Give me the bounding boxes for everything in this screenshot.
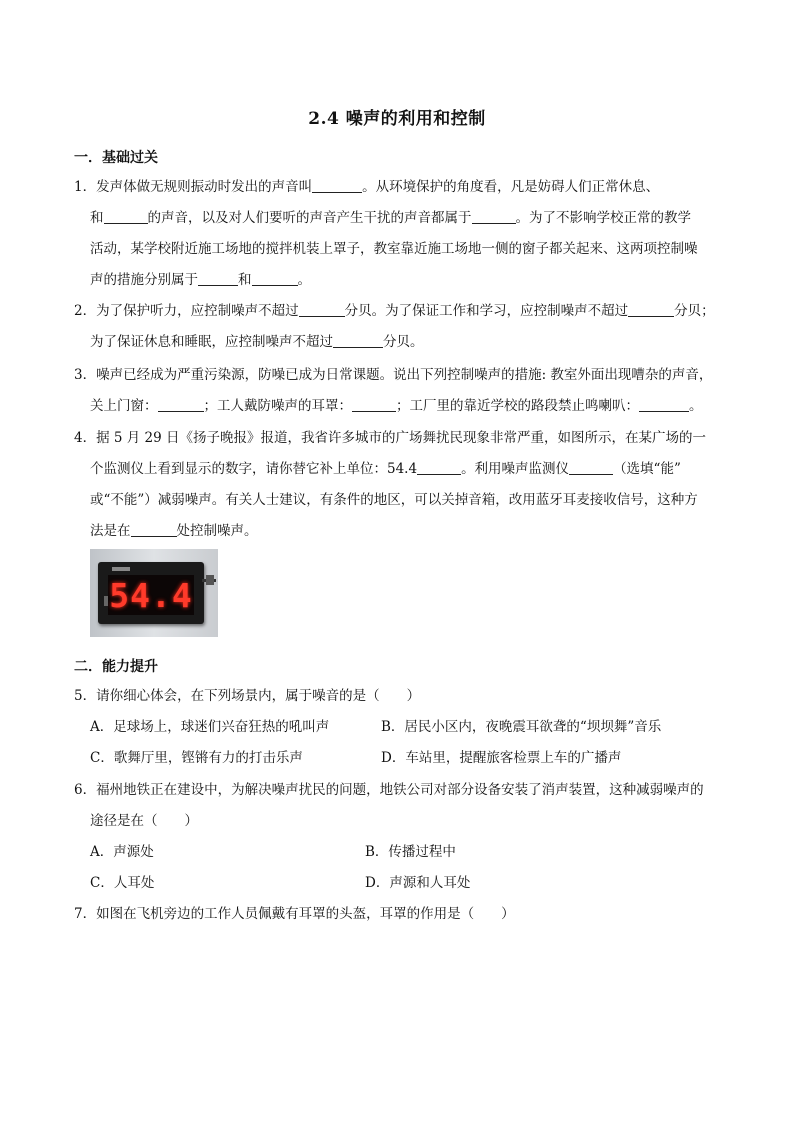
- answer-blank[interactable]: [299, 302, 345, 317]
- question-4-line-4: 法是在 处控制噪声。: [90, 523, 258, 539]
- question-4-line-3: 或“不能”）减弱噪声。有关人士建议，有条件的地区，可以关掉音箱，改用蓝牙耳麦接收信号，这种方: [90, 492, 698, 508]
- answer-blank[interactable]: [312, 178, 362, 193]
- question-2-line-2: 为了保证休息和睡眠，应控制噪声不超过 分贝。: [90, 334, 424, 350]
- question-1-line-1: 1．发声体做无规则振动时发出的声音叫 。从环境保护的角度看，凡是妨碍人们正常休息、: [74, 179, 660, 195]
- answer-blank[interactable]: [158, 397, 204, 412]
- section-heading-advanced: 二．能力提升: [74, 659, 158, 675]
- meter-bracket-icon: [104, 596, 108, 606]
- question-5-option-a[interactable]: A．足球场上，球迷们兴奋狂热的吼叫声: [90, 719, 330, 735]
- question-1-line-2: 和 的声音，以及对人们要听的声音产生干扰的声音都属于 。为了不影响学校正常的教学: [90, 210, 691, 226]
- question-1-line-4: 声的措施分别属于 和 。: [90, 272, 311, 288]
- meter-plug-icon: [206, 575, 214, 585]
- answer-blank[interactable]: [104, 209, 148, 224]
- section-heading-basic: 一．基础过关: [74, 150, 158, 166]
- question-6-option-d[interactable]: D．声源和人耳处: [365, 875, 471, 891]
- answer-blank[interactable]: [628, 302, 674, 317]
- meter-reading: 54.4: [109, 576, 193, 615]
- question-1-line-3: 活动，某学校附近施工场地的搅拌机装上罩子，教室靠近施工场地一侧的窗子都关起来、这两项控制噪: [90, 241, 698, 257]
- question-3-line-2: 关上门窗： ；工人戴防噪声的耳罩： ；工厂里的靠近学校的路段禁止鸣喇叭： 。: [90, 398, 703, 414]
- answer-blank[interactable]: [569, 460, 613, 475]
- question-6-option-a[interactable]: A．声源处: [90, 844, 154, 860]
- question-4-line-2: 个监测仪上看到显示的数字，请你替它补上单位：54.4 。利用噪声监测仪 （选填“能”: [90, 461, 681, 477]
- question-6-line-2: 途径是在（ ）: [90, 813, 198, 829]
- question-4-line-1: 4．据 5 月 29 日《扬子晚报》报道，我省许多城市的广场舞扰民现象非常严重，如图所示，在某广场的一: [74, 430, 707, 446]
- question-5-option-d[interactable]: D．车站里，提醒旅客检票上车的广播声: [381, 750, 622, 766]
- answer-blank[interactable]: [352, 397, 396, 412]
- noise-meter-photo: [90, 549, 218, 637]
- question-2-line-1: 2．为了保护听力，应控制噪声不超过 分贝。为了保证工作和学习，应控制噪声不超过 分贝；: [74, 303, 715, 319]
- question-5-option-c[interactable]: C．歌舞厅里，铿锵有力的打击乐声: [90, 750, 303, 766]
- question-7-stem: 7．如图在飞机旁边的工作人员佩戴有耳罩的头盔，耳罩的作用是（ ）: [74, 906, 515, 922]
- answer-blank[interactable]: [639, 397, 689, 412]
- answer-blank[interactable]: [131, 522, 177, 537]
- question-3-line-1: 3．噪声已经成为严重污染源，防噪已成为日常课题。说出下列控制噪声的措施: 教室外面出现嘈杂的声音，: [74, 367, 713, 383]
- question-5-stem: 5．请你细心体会，在下列场景内，属于噪音的是（ ）: [74, 688, 421, 704]
- answer-blank[interactable]: [417, 460, 461, 475]
- question-6-line-1: 6．福州地铁正在建设中，为解决噪声扰民的问题，地铁公司对部分设备安装了消声装置，这种减弱噪声的: [74, 782, 704, 798]
- page-title: 2.4 噪声的利用和控制: [308, 109, 486, 129]
- meter-logo-icon: [112, 567, 130, 571]
- answer-blank[interactable]: [198, 271, 238, 286]
- question-6-option-c[interactable]: C．人耳处: [90, 875, 155, 891]
- answer-blank[interactable]: [333, 333, 383, 348]
- answer-blank[interactable]: [472, 209, 516, 224]
- meter-display: [108, 575, 194, 615]
- answer-blank[interactable]: [252, 271, 298, 286]
- question-6-option-b[interactable]: B．传播过程中: [365, 844, 456, 860]
- question-5-option-b[interactable]: B．居民小区内，夜晚震耳欲聋的“坝坝舞”音乐: [381, 719, 662, 735]
- noise-meter-device: [98, 562, 204, 624]
